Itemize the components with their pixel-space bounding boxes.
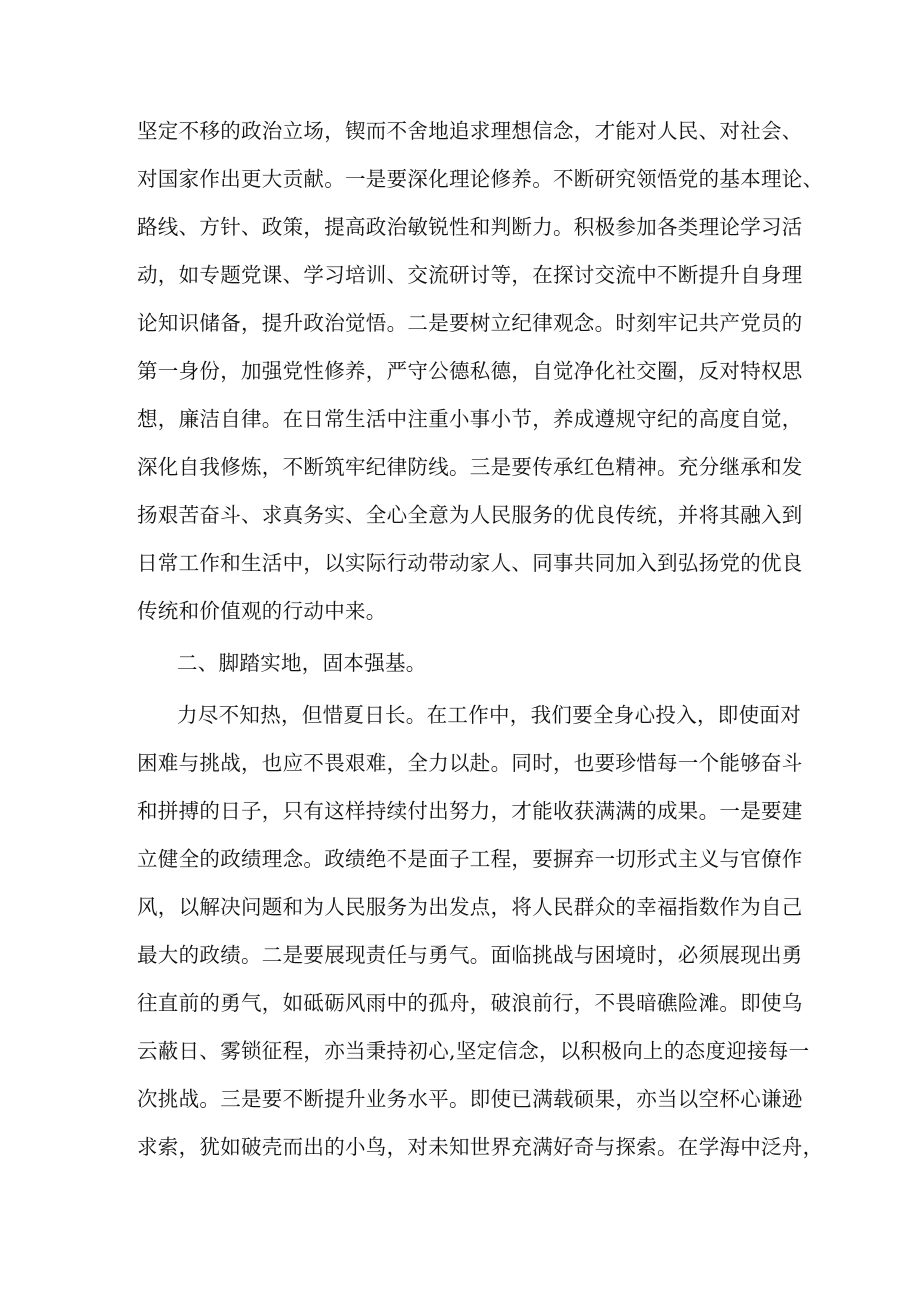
- text-line: 对国家作出更大贡献。一是要深化理论修养。不断研究领悟党的基本理论、: [137, 167, 824, 191]
- text-line: 风，以解决问题和为人民服务为出发点，将人民群众的幸福指数作为自己: [137, 895, 803, 919]
- text-line: 和拼搏的日子，只有这样持续付出努力，才能收获满满的成果。一是要建: [137, 799, 803, 823]
- section-heading: 二、脚踏实地，固本强基。: [177, 651, 427, 675]
- text-line: 最大的政绩。二是要展现责任与勇气。面临挑战与困境时，必须展现出勇: [137, 943, 803, 967]
- text-line: 日常工作和生活中，以实际行动带动家人、同事共同加入到弘扬党的优良: [137, 551, 803, 575]
- text-line: 扬艰苦奋斗、求真务实、全心全意为人民服务的优良传统，并将其融入到: [137, 503, 803, 527]
- text-line: 论知识储备，提升政治觉悟。二是要树立纪律观念。时刻牢记共产党员的: [137, 311, 803, 335]
- text-line: 传统和价值观的行动中来。: [137, 599, 387, 623]
- text-line: 往直前的勇气，如砥砺风雨中的孤舟，破浪前行，不畏暗礁险滩。即使乌: [137, 991, 803, 1015]
- document-body: [137, 107, 827, 1171]
- text-line: 想，廉洁自律。在日常生活中注重小事小节，养成遵规守纪的高度自觉，: [137, 407, 803, 431]
- text-line: 路线、方针、政策，提高政治敏锐性和判断力。积极参加各类理论学习活: [137, 215, 803, 239]
- text-line: 云蔽日、雾锁征程，亦当秉持初心,坚定信念，以积极向上的态度迎接每一: [137, 1039, 810, 1063]
- text-line: 求索，犹如破壳而出的小鸟，对未知世界充满好奇与探索。在学海中泛舟，: [137, 1135, 824, 1159]
- text-line: 力尽不知热，但惜夏日长。在工作中，我们要全身心投入，即使面对: [177, 703, 801, 727]
- text-line: 坚定不移的政治立场，锲而不舍地追求理想信念，才能对人民、对社会、: [137, 119, 803, 143]
- text-line: 深化自我修炼，不断筑牢纪律防线。三是要传承红色精神。充分继承和发: [137, 455, 803, 479]
- text-line: 第一身份，加强党性修养，严守公德私德，自觉净化社交圈，反对特权思: [137, 359, 803, 383]
- text-line: 次挑战。三是要不断提升业务水平。即使已满载硕果，亦当以空杯心谦逊: [137, 1087, 803, 1111]
- text-line: 立健全的政绩理念。政绩绝不是面子工程，要摒弃一切形式主义与官僚作: [137, 847, 803, 871]
- text-line: 动，如专题党课、学习培训、交流研讨等，在探讨交流中不断提升自身理: [137, 263, 803, 287]
- text-line: 困难与挑战，也应不畏艰难，全力以赴。同时，也要珍惜每一个能够奋斗: [137, 751, 803, 775]
